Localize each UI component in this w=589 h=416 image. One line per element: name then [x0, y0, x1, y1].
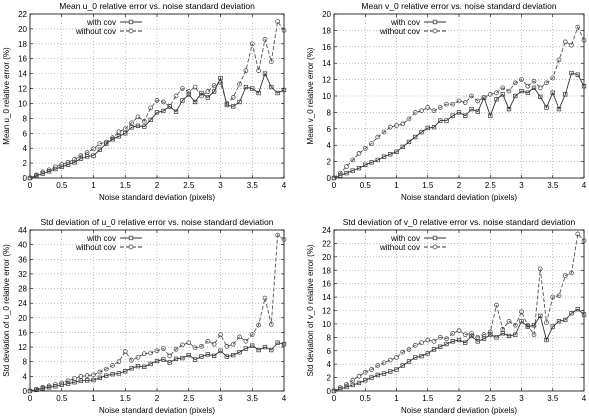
y-tick-label: 2	[22, 159, 27, 169]
legend-marker-square	[129, 236, 133, 240]
x-tick-label: 1.5	[422, 181, 434, 190]
x-tick-label: 3.5	[547, 394, 559, 403]
y-tick-label: 8	[326, 108, 331, 118]
x-tick-label: 2	[456, 394, 462, 403]
legend-marker-circle	[129, 245, 133, 249]
legend-marker-circle	[433, 245, 437, 249]
y-tick-label: 4	[326, 360, 331, 370]
y-axis-label: Std deviation of v_0 relative error (%)	[306, 244, 315, 377]
chart-title: Std deviation of u_0 relative error vs. noise standard deviation	[40, 217, 274, 227]
y-tick-label: 40	[18, 240, 27, 250]
y-tick-label: 20	[322, 252, 331, 262]
y-tick-label: 4	[22, 372, 27, 382]
data-point-without-cov	[136, 355, 140, 359]
x-tick-label: 2	[154, 181, 160, 190]
y-tick-label: 22	[322, 239, 331, 249]
x-tick-label: 4	[581, 394, 587, 403]
data-point-without-cov	[432, 339, 436, 343]
y-tick-label: 6	[326, 124, 331, 134]
x-axis-label: Noise standard deviation (pixels)	[400, 193, 518, 202]
y-tick-label: 10	[18, 99, 27, 109]
chart-panel-mean-v0	[306, 1, 587, 202]
x-tick-label: 1	[394, 181, 399, 190]
y-tick-label: 22	[18, 10, 27, 19]
legend-label: without cov	[379, 243, 420, 252]
y-tick-label: 24	[18, 299, 27, 309]
x-tick-label: 3	[218, 181, 223, 190]
legend-label: with cov	[87, 234, 116, 243]
x-tick-label: 3.5	[547, 181, 559, 190]
y-tick-label: 14	[322, 293, 331, 303]
data-point-without-cov	[357, 151, 361, 155]
y-axis-label: Std deviation of u_0 relative error (%)	[2, 244, 11, 377]
data-point-without-cov	[212, 342, 216, 346]
y-tick-label: 36	[18, 255, 27, 265]
x-tick-label: 4	[581, 181, 587, 190]
chart-panel-std-v0	[306, 217, 587, 415]
chart-title: Mean u_0 relative error vs. noise standard deviation	[59, 1, 255, 11]
x-tick-label: 4	[281, 394, 287, 403]
x-tick-label: 0	[27, 394, 33, 403]
data-point-without-cov	[244, 339, 248, 343]
y-tick-label: 6	[326, 346, 331, 356]
x-axis-label: Noise standard deviation (pixels)	[98, 193, 216, 202]
y-tick-label: 0	[22, 174, 27, 183]
legend-marker-square	[433, 20, 437, 24]
chart-title: Std deviation of v_0 relative error vs. noise standard deviation	[342, 217, 576, 227]
y-tick-label: 14	[322, 59, 331, 69]
y-tick-label: 12	[322, 75, 331, 85]
y-tick-label: 0	[326, 387, 331, 396]
y-tick-label: 8	[22, 357, 27, 367]
data-point-without-cov	[92, 147, 96, 151]
data-point-without-cov	[388, 125, 392, 129]
data-point-without-cov	[420, 341, 424, 345]
x-tick-label: 1	[394, 394, 399, 403]
x-tick-label: 0.5	[56, 181, 68, 190]
data-point-without-cov	[149, 106, 153, 110]
x-tick-label: 3.5	[246, 181, 258, 190]
data-point-without-cov	[72, 377, 76, 381]
x-tick-label: 1.5	[119, 181, 131, 190]
y-tick-label: 18	[322, 266, 331, 276]
y-tick-label: 18	[322, 26, 331, 36]
x-tick-label: 3	[218, 394, 223, 403]
data-point-without-cov	[345, 165, 349, 169]
data-point-without-cov	[206, 90, 210, 94]
y-tick-label: 12	[322, 306, 331, 316]
y-tick-label: 8	[22, 114, 27, 124]
legend-label: without cov	[75, 27, 116, 36]
y-tick-label: 14	[18, 69, 27, 79]
y-tick-label: 16	[322, 42, 331, 52]
x-tick-label: 0.5	[359, 394, 371, 403]
y-tick-label: 2	[326, 373, 331, 383]
y-tick-label: 12	[18, 343, 27, 353]
legend-marker-circle	[129, 29, 133, 33]
y-tick-label: 8	[326, 333, 331, 343]
y-tick-label: 28	[18, 284, 27, 294]
x-tick-label: 1	[91, 181, 96, 190]
x-tick-label: 1	[91, 394, 96, 403]
x-tick-label: 4	[281, 181, 287, 190]
x-tick-label: 2.5	[183, 394, 195, 403]
y-tick-label: 10	[322, 92, 331, 101]
series-line-without-cov	[30, 235, 284, 391]
data-point-without-cov	[526, 84, 530, 88]
y-axis-label: Mean v_0 relative error (%)	[306, 47, 315, 145]
y-tick-label: 24	[322, 226, 331, 235]
y-tick-label: 6	[22, 129, 27, 139]
data-point-without-cov	[388, 358, 392, 362]
y-tick-label: 4	[326, 141, 331, 151]
data-point-without-cov	[149, 351, 153, 355]
x-tick-label: 0.5	[359, 181, 371, 190]
x-axis-label: Noise standard deviation (pixels)	[98, 406, 216, 415]
y-tick-label: 10	[322, 319, 331, 329]
y-tick-label: 0	[326, 174, 331, 183]
legend-marker-circle	[433, 29, 437, 33]
y-tick-label: 16	[18, 328, 27, 338]
y-tick-label: 20	[18, 24, 27, 34]
x-tick-label: 2.5	[484, 394, 496, 403]
y-tick-label: 20	[322, 10, 331, 19]
data-point-without-cov	[117, 130, 121, 134]
x-tick-label: 2	[456, 181, 462, 190]
legend-marker-square	[433, 236, 437, 240]
chart-panel-mean-u0	[2, 1, 287, 202]
y-axis-label: Mean u_0 relative error (%)	[2, 47, 11, 145]
y-tick-label: 44	[18, 226, 27, 235]
y-tick-label: 32	[18, 269, 27, 279]
x-tick-label: 0	[331, 181, 337, 190]
y-tick-label: 12	[18, 84, 27, 94]
data-point-without-cov	[168, 354, 172, 358]
data-point-without-cov	[136, 115, 140, 119]
legend-label: without cov	[379, 27, 420, 36]
x-tick-label: 1.5	[119, 394, 131, 403]
x-tick-label: 2.5	[183, 181, 195, 190]
legend-marker-square	[129, 20, 133, 24]
y-tick-label: 2	[326, 157, 331, 167]
legend-label: with cov	[391, 234, 420, 243]
x-tick-label: 0.5	[56, 394, 68, 403]
legend-label: with cov	[87, 18, 116, 27]
legend-label: without cov	[75, 243, 116, 252]
x-tick-label: 2.5	[484, 181, 496, 190]
x-tick-label: 3	[519, 394, 524, 403]
x-tick-label: 0	[27, 181, 33, 190]
chart-panel-std-u0	[2, 217, 287, 415]
y-tick-label: 0	[22, 387, 27, 396]
y-tick-label: 16	[322, 279, 331, 289]
x-tick-label: 0	[331, 394, 337, 403]
data-point-without-cov	[174, 94, 178, 98]
x-tick-label: 3	[519, 181, 524, 190]
y-tick-label: 20	[18, 313, 27, 323]
x-axis-label: Noise standard deviation (pixels)	[400, 406, 518, 415]
y-tick-label: 18	[18, 39, 27, 49]
y-tick-label: 4	[22, 144, 27, 154]
x-tick-label: 1.5	[422, 394, 434, 403]
legend-label: with cov	[391, 18, 420, 27]
data-point-without-cov	[538, 86, 542, 90]
chart-title: Mean v_0 relative error vs. noise standard deviation	[361, 1, 557, 11]
x-tick-label: 2	[154, 394, 160, 403]
y-tick-label: 16	[18, 54, 27, 64]
x-tick-label: 3.5	[246, 394, 258, 403]
